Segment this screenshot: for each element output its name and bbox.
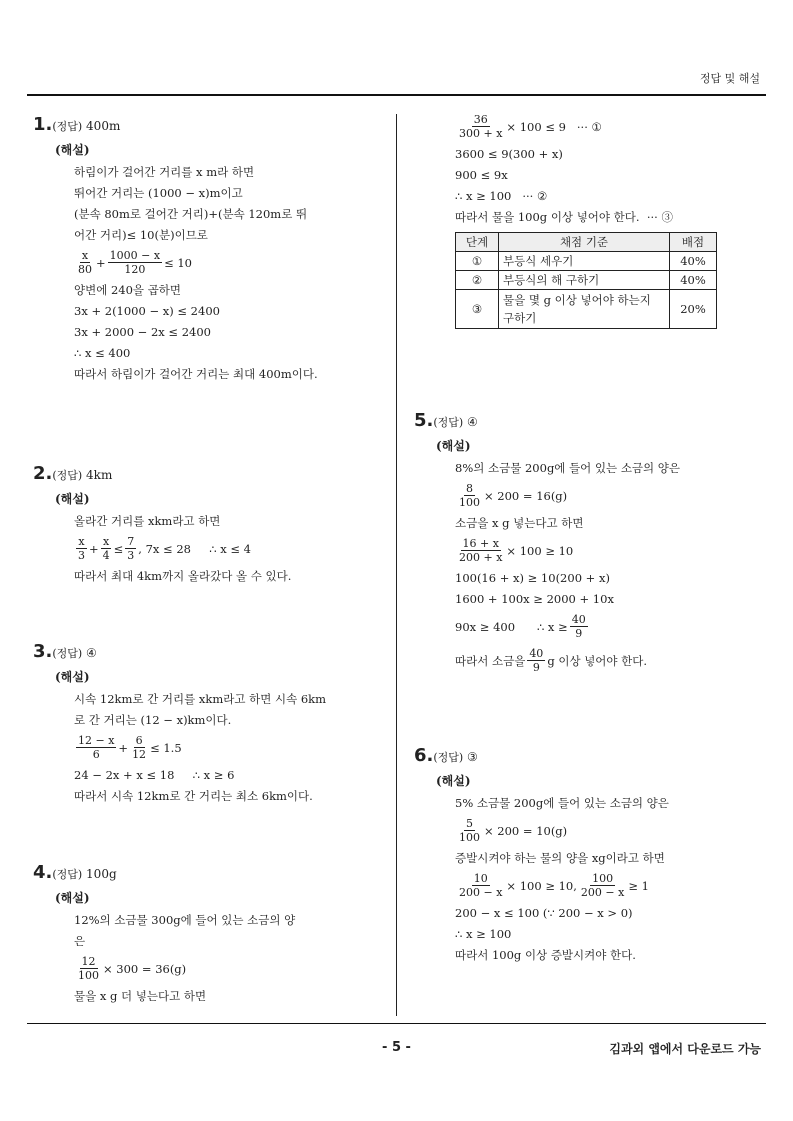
footer-rule — [27, 1023, 766, 1024]
fraction: $\frac{16 + x}{200 + x}$ — [459, 537, 503, 564]
formula-line: $\frac{16 + x}{200 + x}$ × 100 ≥ 10 — [459, 537, 574, 564]
question-5 — [414, 410, 680, 678]
header-title: 정답 및 해설 — [699, 72, 760, 85]
solution-line: 물을 x g 더 넣는다고 하면 — [74, 989, 207, 1003]
fraction: $\frac{1000 - x}{120}$ — [109, 249, 161, 276]
column-header: 단계 — [456, 233, 499, 252]
solution-line: 뛰어간 거리는 (1000 − x)m이고 — [74, 186, 243, 200]
solution-line: 3x + 2000 − 2x ≤ 2400 — [74, 325, 211, 339]
solution-line: 로 간 거리는 (12 − x)km이다. — [74, 713, 232, 727]
table-row — [456, 271, 717, 290]
solution-line: 시속 12km로 간 거리를 xkm라고 하면 시속 6km — [74, 692, 327, 706]
table-cell: ② — [456, 271, 499, 290]
solution-line: 100(16 + x) ≥ 10(200 + x) — [455, 571, 610, 585]
formula-line: $\frac{10}{200 - x}$ × 100 ≥ 10, $\frac{100}{200 - x}$ ≥ 1 — [459, 872, 649, 899]
page-number: - 5 - — [382, 1040, 411, 1055]
fraction: $\frac{8}{100}$ — [459, 482, 480, 509]
solution-line: 8%의 소금물 200g에 들어 있는 소금의 양은 — [455, 461, 681, 475]
table-cell: 40% — [670, 271, 717, 290]
formula-line: 따라서 소금을 40 9 g 이상 넣어야 한다. — [455, 647, 648, 674]
explanation-label: (해설) — [436, 774, 471, 788]
fraction: x 3 — [78, 535, 85, 562]
question-number: 6. — [414, 745, 434, 766]
table-cell: 40% — [670, 252, 717, 271]
table-row — [456, 252, 717, 271]
footer-note: 김과외 앱에서 다운로드 가능 — [609, 1042, 761, 1056]
question-2 — [33, 463, 291, 587]
scoring-table — [455, 232, 717, 329]
solution-line: 따라서 물을 100g 이상 넣어야 한다. ··· ③ — [455, 210, 673, 224]
fraction: $\frac{10}{200 - x}$ — [459, 872, 503, 899]
fraction: $\frac{100}{200 - x}$ — [580, 872, 625, 899]
table-cell: 20% — [670, 290, 717, 329]
answer-value: 400m — [86, 119, 121, 133]
solution-line: 5% 소금물 200g에 들어 있는 소금의 양은 — [455, 796, 669, 810]
solution-line: 24 − 2x + x ≤ 18 ∴ x ≥ 6 — [74, 768, 235, 782]
column-header: 채점 기준 — [499, 233, 670, 252]
question-number: 3. — [33, 641, 53, 662]
formula-line: $\frac{36}{300 + x}$ × 100 ≤ 9 ··· ① — [459, 113, 602, 140]
answer-label: (정답) — [52, 120, 83, 133]
question-number: 5. — [414, 410, 434, 431]
column-divider — [396, 114, 397, 1016]
solution-line: 200 − x ≤ 100 (∵ 200 − x > 0) — [455, 906, 633, 920]
solution-line: 하림이가 걸어간 거리를 x m라 하면 — [74, 165, 255, 179]
answer-label: (정답) — [433, 416, 464, 429]
solution-line: 12%의 소금물 300g에 들어 있는 소금의 양 — [74, 913, 296, 927]
header-rule — [27, 94, 766, 96]
fraction: $\frac{12}{100}$ — [78, 955, 99, 982]
formula-line: x 3 + $\frac{x}{4}$ ≤ $\frac{7}{3}$ , 7x ≤ 28 ∴ x ≤ 4 — [78, 535, 251, 562]
question-1 — [33, 114, 318, 385]
solution-line: 따라서 최대 4km까지 올라갔다 올 수 있다. — [74, 569, 292, 583]
solution-line: 3x + 2(1000 − x) ≤ 2400 — [74, 304, 220, 318]
question-4-continued — [414, 110, 717, 329]
formula-line: x 80 + $\frac{1000 - x}{120}$ ≤ 10 — [78, 249, 192, 276]
solution-line: 1600 + 100x ≥ 2000 + 10x — [455, 592, 614, 606]
fraction: $\frac{40}{9}$ — [571, 613, 586, 640]
fraction: $\frac{6}{12}$ — [132, 734, 147, 761]
answer-label: (정답) — [433, 751, 464, 764]
explanation-label: (해설) — [55, 891, 90, 905]
solution-line: 양변에 240을 곱하면 — [74, 283, 182, 297]
fraction: $\frac{x}{4}$ — [102, 535, 110, 562]
formula-line: $\frac{12}{100}$ × 300 = 36(g) — [78, 955, 187, 982]
answer-value: 100g — [86, 867, 117, 881]
column-header: 배점 — [670, 233, 717, 252]
solution-line: ∴ x ≤ 400 — [74, 346, 131, 360]
explanation-label: (해설) — [55, 670, 90, 684]
table-cell: ③ — [456, 290, 499, 329]
table-cell: 부등식의 해 구하기 — [499, 271, 670, 290]
solution-line: 어간 거리)≤ 10(분)이므로 — [74, 228, 208, 242]
fraction: $\frac{5}{100}$ — [459, 817, 480, 844]
answer-label: (정답) — [52, 647, 83, 660]
answer-value: ④ — [467, 415, 478, 429]
question-number: 1. — [33, 114, 53, 135]
solution-line: ∴ x ≥ 100 ··· ② — [455, 189, 548, 203]
solution-line: 3600 ≤ 9(300 + x) — [455, 147, 563, 161]
formula-line: 12 − x 6 + $\frac{6}{12}$ ≤ 1.5 — [78, 734, 182, 761]
fraction: 12 − x 6 — [78, 734, 115, 761]
solution-line: 올라간 거리를 xkm라고 하면 — [74, 514, 221, 528]
explanation-label: (해설) — [55, 143, 90, 157]
fraction: x 80 — [78, 249, 92, 276]
formula-line: $\frac{8}{100}$ × 200 = 16(g) — [459, 482, 568, 509]
fraction: 40 9 — [529, 647, 544, 674]
fraction: $\frac{7}{3}$ — [127, 535, 135, 562]
table-cell: 물을 몇 g 이상 넣어야 하는지 구하기 — [499, 290, 670, 329]
table-cell: ① — [456, 252, 499, 271]
question-number: 2. — [33, 463, 53, 484]
solution-line: 따라서 하림이가 걸어간 거리는 최대 400m이다. — [74, 367, 318, 381]
solution-line: (분속 80m로 걸어간 거리)+(분속 120m로 뛰 — [74, 207, 308, 221]
question-3 — [33, 641, 326, 807]
question-number: 4. — [33, 862, 53, 883]
answer-value: ③ — [467, 750, 478, 764]
explanation-label: (해설) — [436, 439, 471, 453]
fraction: $\frac{36}{300 + x}$ — [459, 113, 503, 140]
answer-value: ④ — [86, 646, 97, 660]
table-row — [456, 290, 717, 329]
solution-line: 은 — [74, 934, 86, 948]
table-header-row — [456, 233, 717, 252]
solution-line: ∴ x ≥ 100 — [455, 927, 512, 941]
solution-line: 900 ≤ 9x — [455, 168, 508, 182]
question-4 — [33, 862, 295, 1007]
solution-line: 따라서 100g 이상 증발시켜야 한다. — [455, 948, 636, 962]
formula-line: $\frac{5}{100}$ × 200 = 10(g) — [459, 817, 568, 844]
answer-label: (정답) — [52, 868, 83, 881]
question-6 — [414, 745, 669, 966]
solution-line: 증발시켜야 하는 물의 양을 xg이라고 하면 — [455, 851, 665, 865]
formula-line: 90x ≥ 400 ∴ x ≥ $\frac{40}{9}$ — [455, 613, 586, 640]
table-cell: 부등식 세우기 — [499, 252, 670, 271]
solution-line: 소금을 x g 넣는다고 하면 — [455, 516, 584, 530]
solution-line: 따라서 시속 12km로 간 거리는 최소 6km이다. — [74, 789, 313, 803]
answer-label: (정답) — [52, 469, 83, 482]
answer-value: 4km — [86, 468, 113, 482]
explanation-label: (해설) — [55, 492, 90, 506]
